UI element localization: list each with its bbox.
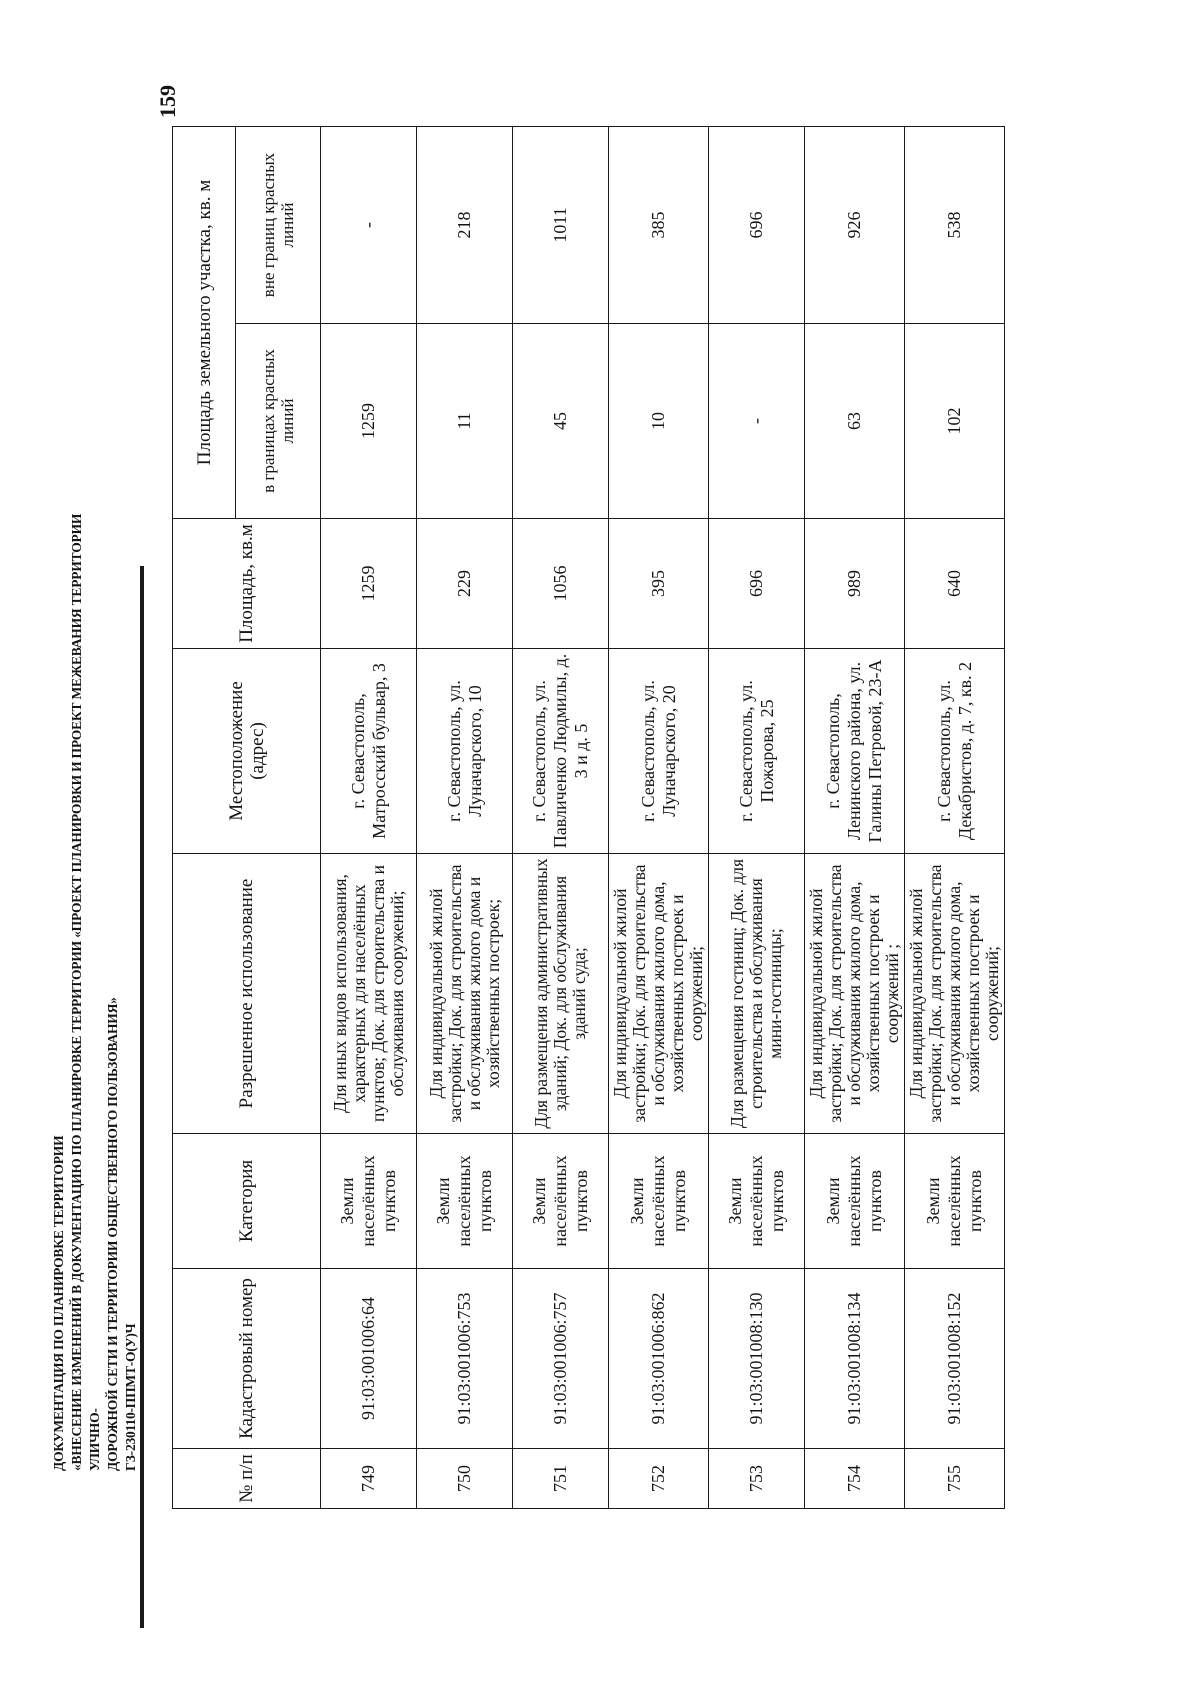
cell-category: Земли населённых пунктов bbox=[709, 1134, 805, 1269]
cell-category: Земли населённых пунктов bbox=[905, 1134, 1005, 1269]
cell-location: г. Севастополь, ул. Павличенко Людмилы, д. 3 и д. 5 bbox=[513, 649, 609, 854]
cell-num: 753 bbox=[709, 1449, 805, 1509]
cell-outside: 538 bbox=[905, 127, 1005, 324]
table-row bbox=[709, 127, 805, 1509]
table-row bbox=[805, 127, 905, 1509]
header-line: ГЗ-230110-ППМТ-О(У)Ч bbox=[123, 1323, 138, 1471]
cell-category: Земли населённых пунктов bbox=[321, 1134, 417, 1269]
cell-area: 1259 bbox=[321, 519, 417, 649]
cell-num: 754 bbox=[805, 1449, 905, 1509]
cell-within: - bbox=[709, 324, 805, 519]
cell-cadastral: 91:03:001006:64 bbox=[321, 1269, 417, 1449]
cell-within: 11 bbox=[417, 324, 513, 519]
cell-category: Земли населённых пунктов bbox=[805, 1134, 905, 1269]
cell-location: г. Севастополь, ул. Луначарского, 20 bbox=[609, 649, 709, 854]
table-row bbox=[417, 127, 513, 1509]
land-plots-table bbox=[172, 126, 1005, 1509]
table-row bbox=[321, 127, 417, 1509]
table-header-row bbox=[173, 127, 236, 1509]
cell-outside: 385 bbox=[609, 127, 709, 324]
cell-location: г. Севастополь, ул. Луначарского, 10 bbox=[417, 649, 513, 854]
col-header-num: № п/п bbox=[173, 1449, 321, 1509]
cell-area: 640 bbox=[905, 519, 1005, 649]
col-header-area-group: Площадь земельного участка, кв. м bbox=[173, 127, 236, 519]
col-header-outside: вне границ красных линий bbox=[236, 127, 321, 324]
cell-location: г. Севастополь, Ленинского района, ул. Галины Петровой, 23-А bbox=[805, 649, 905, 854]
cell-usage: Для индивидуальной жилой застройки; Док. для строительства и обслуживания жилого дома, хозяйственных построек и сооружений; bbox=[609, 854, 709, 1134]
cell-location: г. Севастополь, ул. Декабристов, д. 7, кв. 2 bbox=[905, 649, 1005, 854]
cell-cadastral: 91:03:001008:130 bbox=[709, 1269, 805, 1449]
cell-within: 1259 bbox=[321, 324, 417, 519]
cell-within: 102 bbox=[905, 324, 1005, 519]
cell-category: Земли населённых пунктов bbox=[513, 1134, 609, 1269]
cell-area: 229 bbox=[417, 519, 513, 649]
cell-cadastral: 91:03:001006:862 bbox=[609, 1269, 709, 1449]
cell-area: 696 bbox=[709, 519, 805, 649]
cell-num: 750 bbox=[417, 1449, 513, 1509]
col-header-area: Площадь, кв.м bbox=[173, 519, 321, 649]
cell-num: 752 bbox=[609, 1449, 709, 1509]
col-header-usage: Разрешенное использование bbox=[173, 854, 321, 1134]
cell-num: 751 bbox=[513, 1449, 609, 1509]
table-row bbox=[609, 127, 709, 1509]
header-divider bbox=[140, 566, 144, 1628]
header-line: ДОКУМЕНТАЦИЯ ПО ПЛАНИРОВКЕ ТЕРРИТОРИИ bbox=[51, 1135, 66, 1471]
cell-area: 1056 bbox=[513, 519, 609, 649]
col-header-location: Местоположение (адрес) bbox=[173, 649, 321, 854]
col-header-cadastral: Кадастровый номер bbox=[173, 1269, 321, 1449]
cell-location: г. Севастополь, Матросский бульвар, 3 bbox=[321, 649, 417, 854]
cell-category: Земли населённых пунктов bbox=[609, 1134, 709, 1269]
cell-cadastral: 91:03:001008:152 bbox=[905, 1269, 1005, 1449]
cell-category: Земли населённых пунктов bbox=[417, 1134, 513, 1269]
cell-outside: 218 bbox=[417, 127, 513, 324]
cell-within: 63 bbox=[805, 324, 905, 519]
cell-outside: 926 bbox=[805, 127, 905, 324]
cell-area: 989 bbox=[805, 519, 905, 649]
cell-usage: Для размещения административных зданий; Док. для обслуживания зданий суда; bbox=[513, 854, 609, 1134]
cell-outside: 696 bbox=[709, 127, 805, 324]
col-header-category: Категория bbox=[173, 1134, 321, 1269]
page-number: 159 bbox=[155, 85, 180, 118]
table-row bbox=[905, 127, 1005, 1509]
cell-usage: Для индивидуальной жилой застройки; Док. для строительства и обслуживания жилого дома и хозяйственных построек; bbox=[417, 854, 513, 1134]
table-row bbox=[513, 127, 609, 1509]
cell-cadastral: 91:03:001006:757 bbox=[513, 1269, 609, 1449]
header-line: ДОРОЖНОЙ СЕТИ И ТЕРРИТОРИИ ОБЩЕСТВЕННОГО ПОЛЬЗОВАНИЯ» bbox=[105, 997, 120, 1471]
cell-outside: 1011 bbox=[513, 127, 609, 324]
cell-area: 395 bbox=[609, 519, 709, 649]
cell-num: 755 bbox=[905, 1449, 1005, 1509]
col-header-within: в границах красных линий bbox=[236, 324, 321, 519]
cell-usage: Для индивидуальной жилой застройки; Док. для строительства и обслуживания жилого дома, хозяйственных построек и сооружений ; bbox=[805, 854, 905, 1134]
cell-within: 10 bbox=[609, 324, 709, 519]
header-line: «ВНЕСЕНИЕ ИЗМЕНЕНИЙ В ДОКУМЕНТАЦИЮ ПО ПЛАНИРОВКЕ ТЕРРИТОРИИ «ПРОЕКТ ПЛАНИРОВКИ И ПРОЕКТ МЕЖЕВАНИЯ ТЕРРИТОРИИ УЛИЧНО- bbox=[69, 513, 102, 1471]
cell-cadastral: 91:03:001008:134 bbox=[805, 1269, 905, 1449]
cell-usage: Для размещения гостиниц; Док. для строительства и обслуживания мини-гостиницы; bbox=[709, 854, 805, 1134]
cell-num: 749 bbox=[321, 1449, 417, 1509]
cell-usage: Для иных видов использования, характерных для населённых пунктов; Док. для строительства и обслуживания сооружений; bbox=[321, 854, 417, 1134]
document-header bbox=[50, 471, 140, 1471]
cell-usage: Для индивидуальной жилой застройки; Док. для строительства и обслуживания жилого дома, хозяйственных построек и сооружений; bbox=[905, 854, 1005, 1134]
cell-cadastral: 91:03:001006:753 bbox=[417, 1269, 513, 1449]
cell-location: г. Севастополь, ул. Пожарова, 25 bbox=[709, 649, 805, 854]
cell-within: 45 bbox=[513, 324, 609, 519]
cell-outside: - bbox=[321, 127, 417, 324]
